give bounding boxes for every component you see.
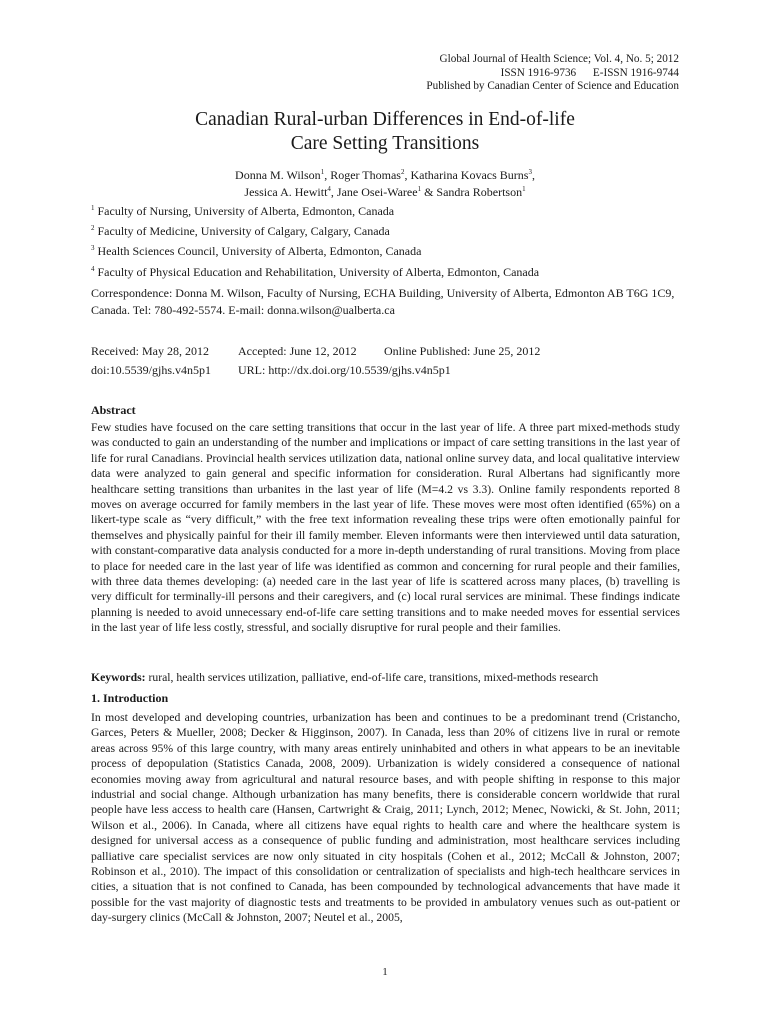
keywords bbox=[91, 670, 686, 685]
title-line-2: Care Setting Transitions bbox=[290, 133, 480, 154]
author-name: Jane Osei-Waree bbox=[336, 185, 418, 199]
affiliation-number: 2 bbox=[91, 224, 95, 232]
correspondence: Correspondence: Donna M. Wilson, Faculty of Nursing, ECHA Building, University of Alberta, Edmonton AB T6G 1C9, Canada. Tel: 780-492-5574. E-mail: donna.wilson@ualberta.ca bbox=[91, 286, 675, 317]
published-date: Online Published: June 25, 2012 bbox=[384, 344, 541, 358]
title-line-1: Canadian Rural-urban Differences in End-of-life bbox=[195, 109, 575, 130]
author-name: Sandra Robertson bbox=[436, 185, 523, 199]
keywords-label: Keywords: bbox=[91, 671, 146, 684]
journal-header bbox=[426, 53, 679, 94]
author-name: Jessica A. Hewitt bbox=[244, 185, 328, 199]
publisher-line: Published by Canadian Center of Science and Education bbox=[426, 80, 679, 93]
dates-row bbox=[91, 342, 540, 361]
author-name: Roger Thomas bbox=[330, 168, 401, 182]
section-body: In most developed and developing countries, urbanization has been and continues to be a predominant trend (Cristancho, Garces, Peters & Mueller, 2008; Decker & Higginson, 2007). In Canada, less than 20% of citizens live in rural or remote areas across 95% of this large country, with many areas entirely uninhabited and others in what appears to be an inevitable process of depopulation (Statistics Canada, 2008, 2009). Urbanization is widely considered a consequence of national economies moving away from agricultural and natural resource bases, and with people shifting in response to this major industrial and social change. Although urbanization has many benefits, there is considerable concern worldwide that rural people have less access to health care (Hansen, Cartwright & Craig, 2011; Lynch, 2012; Menec, Nowicki, & St. John, 2011; Wilson et al., 2006). In Canada, where all citizens have equal rights to health care and where the healthcare system is designed for universal access as a consequence of public funding and administration, most healthcare services including palliative care specialist services are now only situated in city hospitals (Cohen et al., 2012; McCall & Johnston, 2007; Robinson et al., 2010). The impact of this consolidation or centralization of specialists and high-tech healthcare services in cities, a situation that is not confined to Canada, has been compounded by technological advancements that have made it possible for the vast majority of diagnostic tests and treatments to be provided in ambulatory venues such as out-patient or day-surgery clinics (McCall & Johnston, 2007; Neutel et al., 2005, bbox=[91, 711, 680, 925]
affiliation bbox=[91, 224, 686, 239]
article-title bbox=[0, 108, 770, 156]
author-separator: & bbox=[421, 185, 437, 199]
affiliation bbox=[91, 204, 686, 219]
page-number: 1 bbox=[382, 966, 388, 978]
affiliation bbox=[91, 265, 686, 280]
author-list bbox=[0, 167, 770, 201]
abstract-text: Few studies have focused on the care setting transitions that occur in the last year of life. A three part mixed-methods study was conducted to gain an understanding of the number and implications or impact of care setting transitions in the last year of life for rural Canadians. Provincial health services utilization data, national online survey data, and local qualitative interview data were analyzed to gain general and specific information for consideration. Rural Albertans had significantly more healthcare setting transitions than urbanites in the last year of life (M=4.2 vs 3.3). Online family respondents reported 8 moves on average occurred for family members in the last year of life. These moves were most often identified (65%) on a likert-type scale as “very difficult,” with the free text information revealing these trips were often emotionally painful for themselves and physically painful for their ill family member. Eleven informants were then interviewed until data saturation, with constant-comparative data analysis conducted for a more in-depth understanding of rural transitions. Moving from place to place for needed care in the last year of life was identified as common and concerning for rural people and their families, with three data themes developing: (a) needed care in the last year of life is scattered across many places, (b) travelling is very difficult for terminally-ill persons and their caregivers, and (c) local rural services are minimal. These findings indicate planning is needed to avoid unnecessary end-of-life care setting transitions and to make needed moves for essential services in the last year of life less costly, stressful, and socially disruptive for rural people and their families. bbox=[91, 421, 680, 635]
keywords-text: rural, health services utilization, palliative, end-of-life care, transitions, mixed-methods research bbox=[145, 671, 599, 684]
affiliation-text: Faculty of Physical Education and Rehabilitation, University of Alberta, Edmonton, Canada bbox=[97, 265, 540, 279]
affiliation-text: Health Sciences Council, University of Alberta, Edmonton, Canada bbox=[97, 244, 422, 258]
author-line-2 bbox=[0, 184, 770, 201]
affiliation-number: 1 bbox=[91, 204, 95, 212]
author-affiliation-mark: 1 bbox=[417, 185, 422, 193]
section-heading: 1. Introduction bbox=[91, 691, 169, 705]
author-affiliation-mark: 2 bbox=[400, 168, 405, 176]
author-affiliation-mark: 3 bbox=[528, 168, 532, 176]
affiliation-number: 3 bbox=[91, 244, 95, 252]
identifiers-row bbox=[91, 361, 540, 380]
author-line-1 bbox=[0, 167, 770, 184]
author-affiliation-mark: 4 bbox=[327, 185, 331, 193]
doi: doi:10.5539/gjhs.v4n5p1 bbox=[91, 363, 212, 377]
affiliation bbox=[91, 244, 686, 259]
received-date: Received: May 28, 2012 bbox=[91, 344, 209, 358]
publication-dates bbox=[91, 342, 540, 380]
accepted-date: Accepted: June 12, 2012 bbox=[238, 344, 357, 358]
author-separator: , bbox=[531, 168, 535, 182]
affiliation-text: Faculty of Nursing, University of Alberta, Edmonton, Canada bbox=[97, 204, 395, 218]
abstract-heading: Abstract bbox=[91, 403, 136, 417]
author-separator: , bbox=[324, 168, 331, 182]
author-affiliation-mark: 1 bbox=[522, 185, 526, 193]
author-separator: , bbox=[330, 185, 337, 199]
author-name: Donna M. Wilson bbox=[235, 168, 321, 182]
author-name: Katharina Kovacs Burns bbox=[410, 168, 529, 182]
affiliation-text: Faculty of Medicine, University of Calgary, Calgary, Canada bbox=[97, 224, 390, 238]
doi-url[interactable]: URL: http://dx.doi.org/10.5539/gjhs.v4n5p1 bbox=[238, 363, 451, 377]
author-affiliation-mark: 1 bbox=[320, 168, 325, 176]
journal-citation: Global Journal of Health Science; Vol. 4, No. 5; 2012 bbox=[439, 53, 679, 65]
issn-line: ISSN 1916-9736 E-ISSN 1916-9744 bbox=[500, 66, 679, 79]
author-separator: , bbox=[404, 168, 411, 182]
affiliation-number: 4 bbox=[91, 265, 95, 273]
